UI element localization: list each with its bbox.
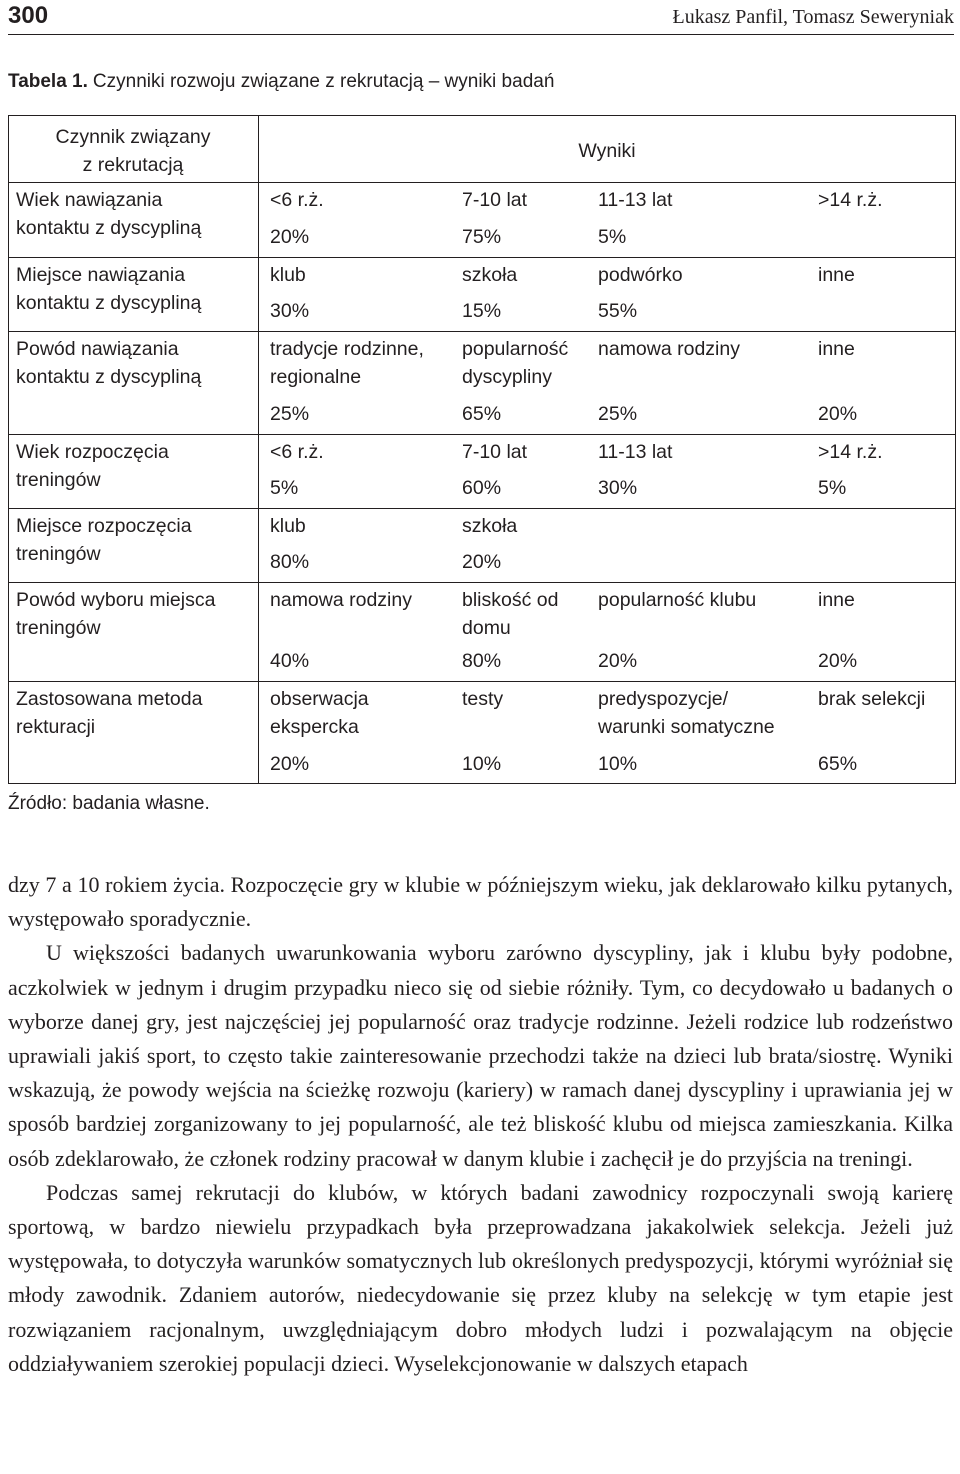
running-header	[8, 0, 954, 35]
factor-label: Miejsce rozpoczęcia	[16, 515, 192, 537]
result-percent: 80%	[462, 650, 502, 672]
row-divider	[8, 508, 956, 509]
result-option-a: klub	[270, 515, 306, 537]
result-option-b: szkoła	[462, 264, 518, 286]
factor-label: Zastosowana metoda	[16, 688, 203, 710]
result-option-a: klub	[270, 264, 306, 286]
result-option-a: <6 r.ż.	[270, 189, 324, 211]
result-option-b: domu	[462, 617, 511, 639]
result-option-c: warunki somatyczne	[598, 716, 775, 738]
result-percent: 65%	[462, 403, 502, 425]
row-divider	[8, 582, 956, 583]
factor-label: kontaktu z dyscypliną	[16, 217, 202, 239]
result-option-c: 11-13 lat	[598, 441, 673, 463]
table-head-factor-line1: Czynnik związany	[55, 126, 211, 148]
result-option-c: predyspozycje/	[598, 688, 729, 710]
table-head-factor-line2: z rekrutacją	[82, 154, 184, 176]
row-divider	[8, 182, 956, 183]
row-divider	[8, 434, 956, 435]
result-option-b: bliskość od	[462, 589, 559, 611]
result-option-c: 11-13 lat	[598, 189, 673, 211]
result-option-b: szkoła	[462, 515, 518, 537]
result-option-a: ekspercka	[270, 716, 359, 738]
result-option-c: popularność klubu	[598, 589, 757, 611]
running-header-authors: Łukasz Panfil, Tomasz Seweryniak	[672, 6, 954, 28]
result-percent: 30%	[598, 477, 638, 499]
body-text	[8, 868, 953, 1381]
paragraph: U większości badanych uwarunkowania wyboru zarówno dyscypliny, jak i klubu były podobne, aczkolwiek w jednym i drugim przypadku nieco się od siebie różniły. Tym, co decydowało u badanych o wyborze danej gry, jest najczęściej jej popularność oraz tradycje rodzinne. Jeżeli rodzice lub rodzeństwo uprawiali jakiś sport, to często takie zainteresowanie przechodzi także na dzieci lub brata/siostrę. Wyniki wskazują, że powody wejścia na ścieżkę rozwoju (kariery) w ramach danej dyscypliny i uprawiania jej w sposób bardziej zorganizowany to jej popularność, ale też bliskość klubu od miejsca zamieszkania. Kilka osób zdeklarowało, że członek rodziny pracował w danym klubie i zachęcił je do przyjścia na treningi.	[8, 940, 953, 1171]
result-option-c: podwórko	[598, 264, 683, 286]
result-option-a: <6 r.ż.	[270, 441, 324, 463]
result-percent: 25%	[598, 403, 638, 425]
result-percent: 10%	[598, 753, 638, 775]
result-percent: 30%	[270, 300, 310, 322]
result-option-a: namowa rodziny	[270, 589, 412, 611]
result-percent: 60%	[462, 477, 502, 499]
result-option-a: obserwacja	[270, 688, 369, 710]
factor-label: Miejsce nawiązania	[16, 264, 186, 286]
row-divider	[8, 681, 956, 682]
result-percent: 80%	[270, 551, 310, 573]
table-caption	[8, 70, 554, 93]
factor-label: Powód nawiązania	[16, 338, 179, 360]
result-option-b: 7-10 lat	[462, 189, 528, 211]
result-percent: 20%	[818, 403, 858, 425]
result-percent: 40%	[270, 650, 310, 672]
factor-label: kontaktu z dyscypliną	[16, 292, 202, 314]
result-option-b: 7-10 lat	[462, 441, 528, 463]
result-percent: 20%	[270, 753, 310, 775]
results-table	[8, 115, 956, 784]
factor-label: Wiek rozpoczęcia	[16, 441, 169, 463]
result-percent: 20%	[818, 650, 858, 672]
result-percent: 5%	[598, 226, 627, 248]
result-option-d: >14 r.ż.	[818, 441, 883, 463]
table-column-divider	[258, 115, 259, 784]
result-option-d: inne	[818, 264, 855, 286]
result-percent: 5%	[270, 477, 299, 499]
result-percent: 20%	[270, 226, 310, 248]
result-option-d: inne	[818, 589, 855, 611]
result-option-b: testy	[462, 688, 504, 710]
result-option-d: inne	[818, 338, 855, 360]
factor-label: Wiek nawiązania	[16, 189, 163, 211]
factor-label: treningów	[16, 469, 101, 491]
result-percent: 15%	[462, 300, 502, 322]
result-percent: 20%	[462, 551, 502, 573]
table-label: Tabela 1.	[8, 71, 88, 92]
result-percent: 75%	[462, 226, 502, 248]
result-option-c: namowa rodziny	[598, 338, 740, 360]
row-divider	[8, 331, 956, 332]
result-percent: 20%	[598, 650, 638, 672]
result-option-a: tradycje rodzinne,	[270, 338, 424, 360]
result-option-b: dyscypliny	[462, 366, 552, 388]
result-option-d: brak selekcji	[818, 688, 926, 710]
page-number: 300	[8, 2, 49, 29]
result-option-a: regionalne	[270, 366, 362, 388]
result-percent: 25%	[270, 403, 310, 425]
result-percent: 55%	[598, 300, 638, 322]
result-percent: 65%	[818, 753, 858, 775]
table-head-results: Wyniki	[578, 140, 636, 162]
result-percent: 10%	[462, 753, 502, 775]
factor-label: Powód wyboru miejsca	[16, 589, 216, 611]
factor-label: kontaktu z dyscypliną	[16, 366, 202, 388]
factor-label: rekturacji	[16, 716, 96, 738]
result-option-d: >14 r.ż.	[818, 189, 883, 211]
paragraph: dzy 7 a 10 rokiem życia. Rozpoczęcie gry w klubie w późniejszym wieku, jak deklarowało kilku pytanych, występowało sporadycznie.	[8, 872, 953, 932]
paragraph: Podczas samej rekrutacji do klubów, w których badani zawodnicy rozpoczynali swoją karierę sportową, w bardzo niewielu przypadkach była przeprowadzana jakakolwiek selekcja. Jeżeli już występowała, to dotyczyła warunków somatycznych lub określonych predyspozycji, którymi wyróżniał się młody zawodnik. Zdaniem autorów, niedecydowanie się przez kluby na selekcję w tym etapie jest rozwiązaniem racjonalnym, uwzględniającym dobro młodych ludzi i pozwalającym na objęcie oddziaływaniem szerokiej populacji dzieci. Wyselekcjonowanie w dalszych etapach	[8, 1179, 953, 1376]
factor-label: treningów	[16, 617, 101, 639]
factor-label: treningów	[16, 543, 101, 565]
table-title: Czynniki rozwoju związane z rekrutacją – wyniki badań	[92, 71, 555, 92]
table-source: Źródło: badania własne.	[8, 793, 210, 814]
result-percent: 5%	[818, 477, 847, 499]
result-option-b: popularność	[462, 338, 569, 360]
row-divider	[8, 257, 956, 258]
